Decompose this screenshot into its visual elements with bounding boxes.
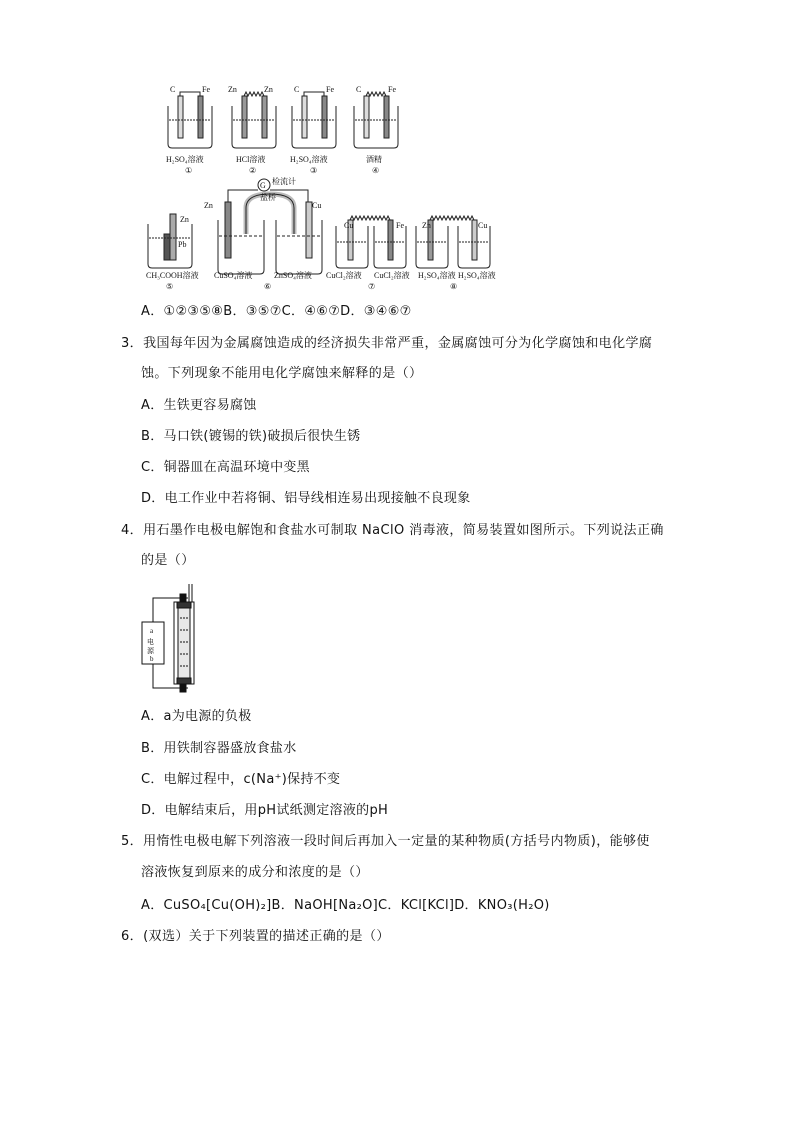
cell6-right-label: Cu [312, 201, 322, 210]
b1-right-label: Fe [202, 85, 210, 94]
b4-solution: 酒精 [366, 155, 382, 164]
q3-option-c: C．铜器皿在高温环境中变黑 [141, 460, 310, 475]
b3-left-label: C [294, 85, 300, 94]
q5-stem-line1: 5．用惰性电极电解下列溶液一段时间后再加入一定量的某种物质(方括号内物质)，能够使 [121, 834, 650, 849]
power-terminal-a: a [150, 627, 154, 635]
b3-num: ③ [310, 166, 318, 175]
cell6-left-solution: CuSO₄溶液 [214, 271, 253, 280]
meter-symbol: G [260, 181, 266, 190]
q4-option-b: B．用铁制容器盛放食盐水 [141, 741, 297, 756]
q5-options: A．CuSO₄[Cu(OH)₂]B．NaOH[Na₂O]C．KCl[KCl]D．KNO₃(H₂O) [141, 898, 550, 913]
q4-option-d: D．电解结束后，用pH试纸测定溶液的pH [141, 803, 389, 818]
b4-num: ④ [372, 166, 380, 175]
power-label-2: 源 [147, 647, 154, 655]
b3-solution: H₂SO₄溶液 [290, 155, 328, 164]
cell7-left-label: Cu [344, 221, 354, 230]
cell8-num: ⑧ [450, 282, 458, 291]
cell7-right-label: Fe [396, 221, 404, 230]
b1-num: ① [185, 166, 193, 175]
b3-right-label: Fe [326, 85, 334, 94]
cell8-left-solution: H₂SO₄溶液 [418, 271, 456, 280]
cell8-right-label: Cu [478, 221, 488, 230]
b2-num: ② [249, 166, 257, 175]
q3-option-b: B．马口铁(镀锡的铁)破损后很快生锈 [141, 429, 361, 444]
q6-stem-line1: 6．(双选）关于下列装置的描述正确的是（） [121, 929, 390, 944]
cell6-left-label: Zn [204, 201, 213, 210]
q3-stem-line1: 3．我国每年因为金属腐蚀造成的经济损失非常严重，金属腐蚀可分为化学腐蚀和电化学腐 [121, 336, 653, 351]
b1-solution: H₂SO₄溶液 [166, 155, 204, 164]
b2-left-label: Zn [228, 85, 237, 94]
b4-right-label: Fe [388, 85, 396, 94]
apparatus-figure-1 [140, 82, 520, 292]
power-terminal-b: b [150, 655, 154, 663]
cell6-num: ⑥ [264, 282, 272, 291]
b5-top-label: Zn [180, 215, 189, 224]
beaker-4 [354, 92, 398, 148]
electrolysis-figure [140, 580, 230, 695]
power-label-1: 电 [147, 638, 154, 646]
b5-solution: CH₃COOH溶液 [146, 271, 199, 280]
beaker-1 [168, 92, 212, 148]
q3-option-a: A．生铁更容易腐蚀 [141, 398, 257, 413]
q4-stem-line2: 的是（） [141, 553, 195, 568]
beaker-2 [232, 92, 276, 148]
q4-option-a: A．a为电源的负极 [141, 709, 252, 724]
q5-stem-line2: 溶液恢复到原来的成分和浓度的是（） [141, 865, 369, 880]
b5-side-label: Pb [178, 240, 187, 249]
b5-num: ⑤ [166, 282, 174, 291]
cell6-right-solution: ZnSO₄溶液 [274, 271, 312, 280]
salt-bridge-label: 盐桥 [260, 193, 276, 202]
cell7-right-solution: CuCl₂溶液 [374, 271, 410, 280]
beaker-3 [292, 92, 336, 148]
b4-left-label: C [356, 85, 362, 94]
q2-options: A．①②③⑤⑧B．③⑤⑦C．④⑥⑦D．③④⑥⑦ [141, 304, 412, 319]
q4-option-c: C．电解过程中，c(Na⁺)保持不变 [141, 772, 341, 787]
q3-stem-line2: 蚀。下列现象不能用电化学腐蚀来解释的是（） [141, 366, 423, 381]
b2-right-label: Zn [264, 85, 273, 94]
meter-label: 检流计 [272, 177, 296, 186]
cell7-left-solution: CuCl₂溶液 [326, 271, 362, 280]
cell7-num: ⑦ [368, 282, 376, 291]
cell8-left-label: Zn [422, 221, 431, 230]
b1-left-label: C [170, 85, 176, 94]
q4-stem-line1: 4．用石墨作电极电解饱和食盐水可制取 NaClO 消毒液，简易装置如图所示。下列说法正确 [121, 523, 664, 538]
b2-solution: HCl溶液 [236, 155, 266, 164]
cell8-right-solution: H₂SO₄溶液 [458, 271, 496, 280]
q3-option-d: D．电工作业中若将铜、铝导线相连易出现接触不良现象 [141, 491, 471, 506]
